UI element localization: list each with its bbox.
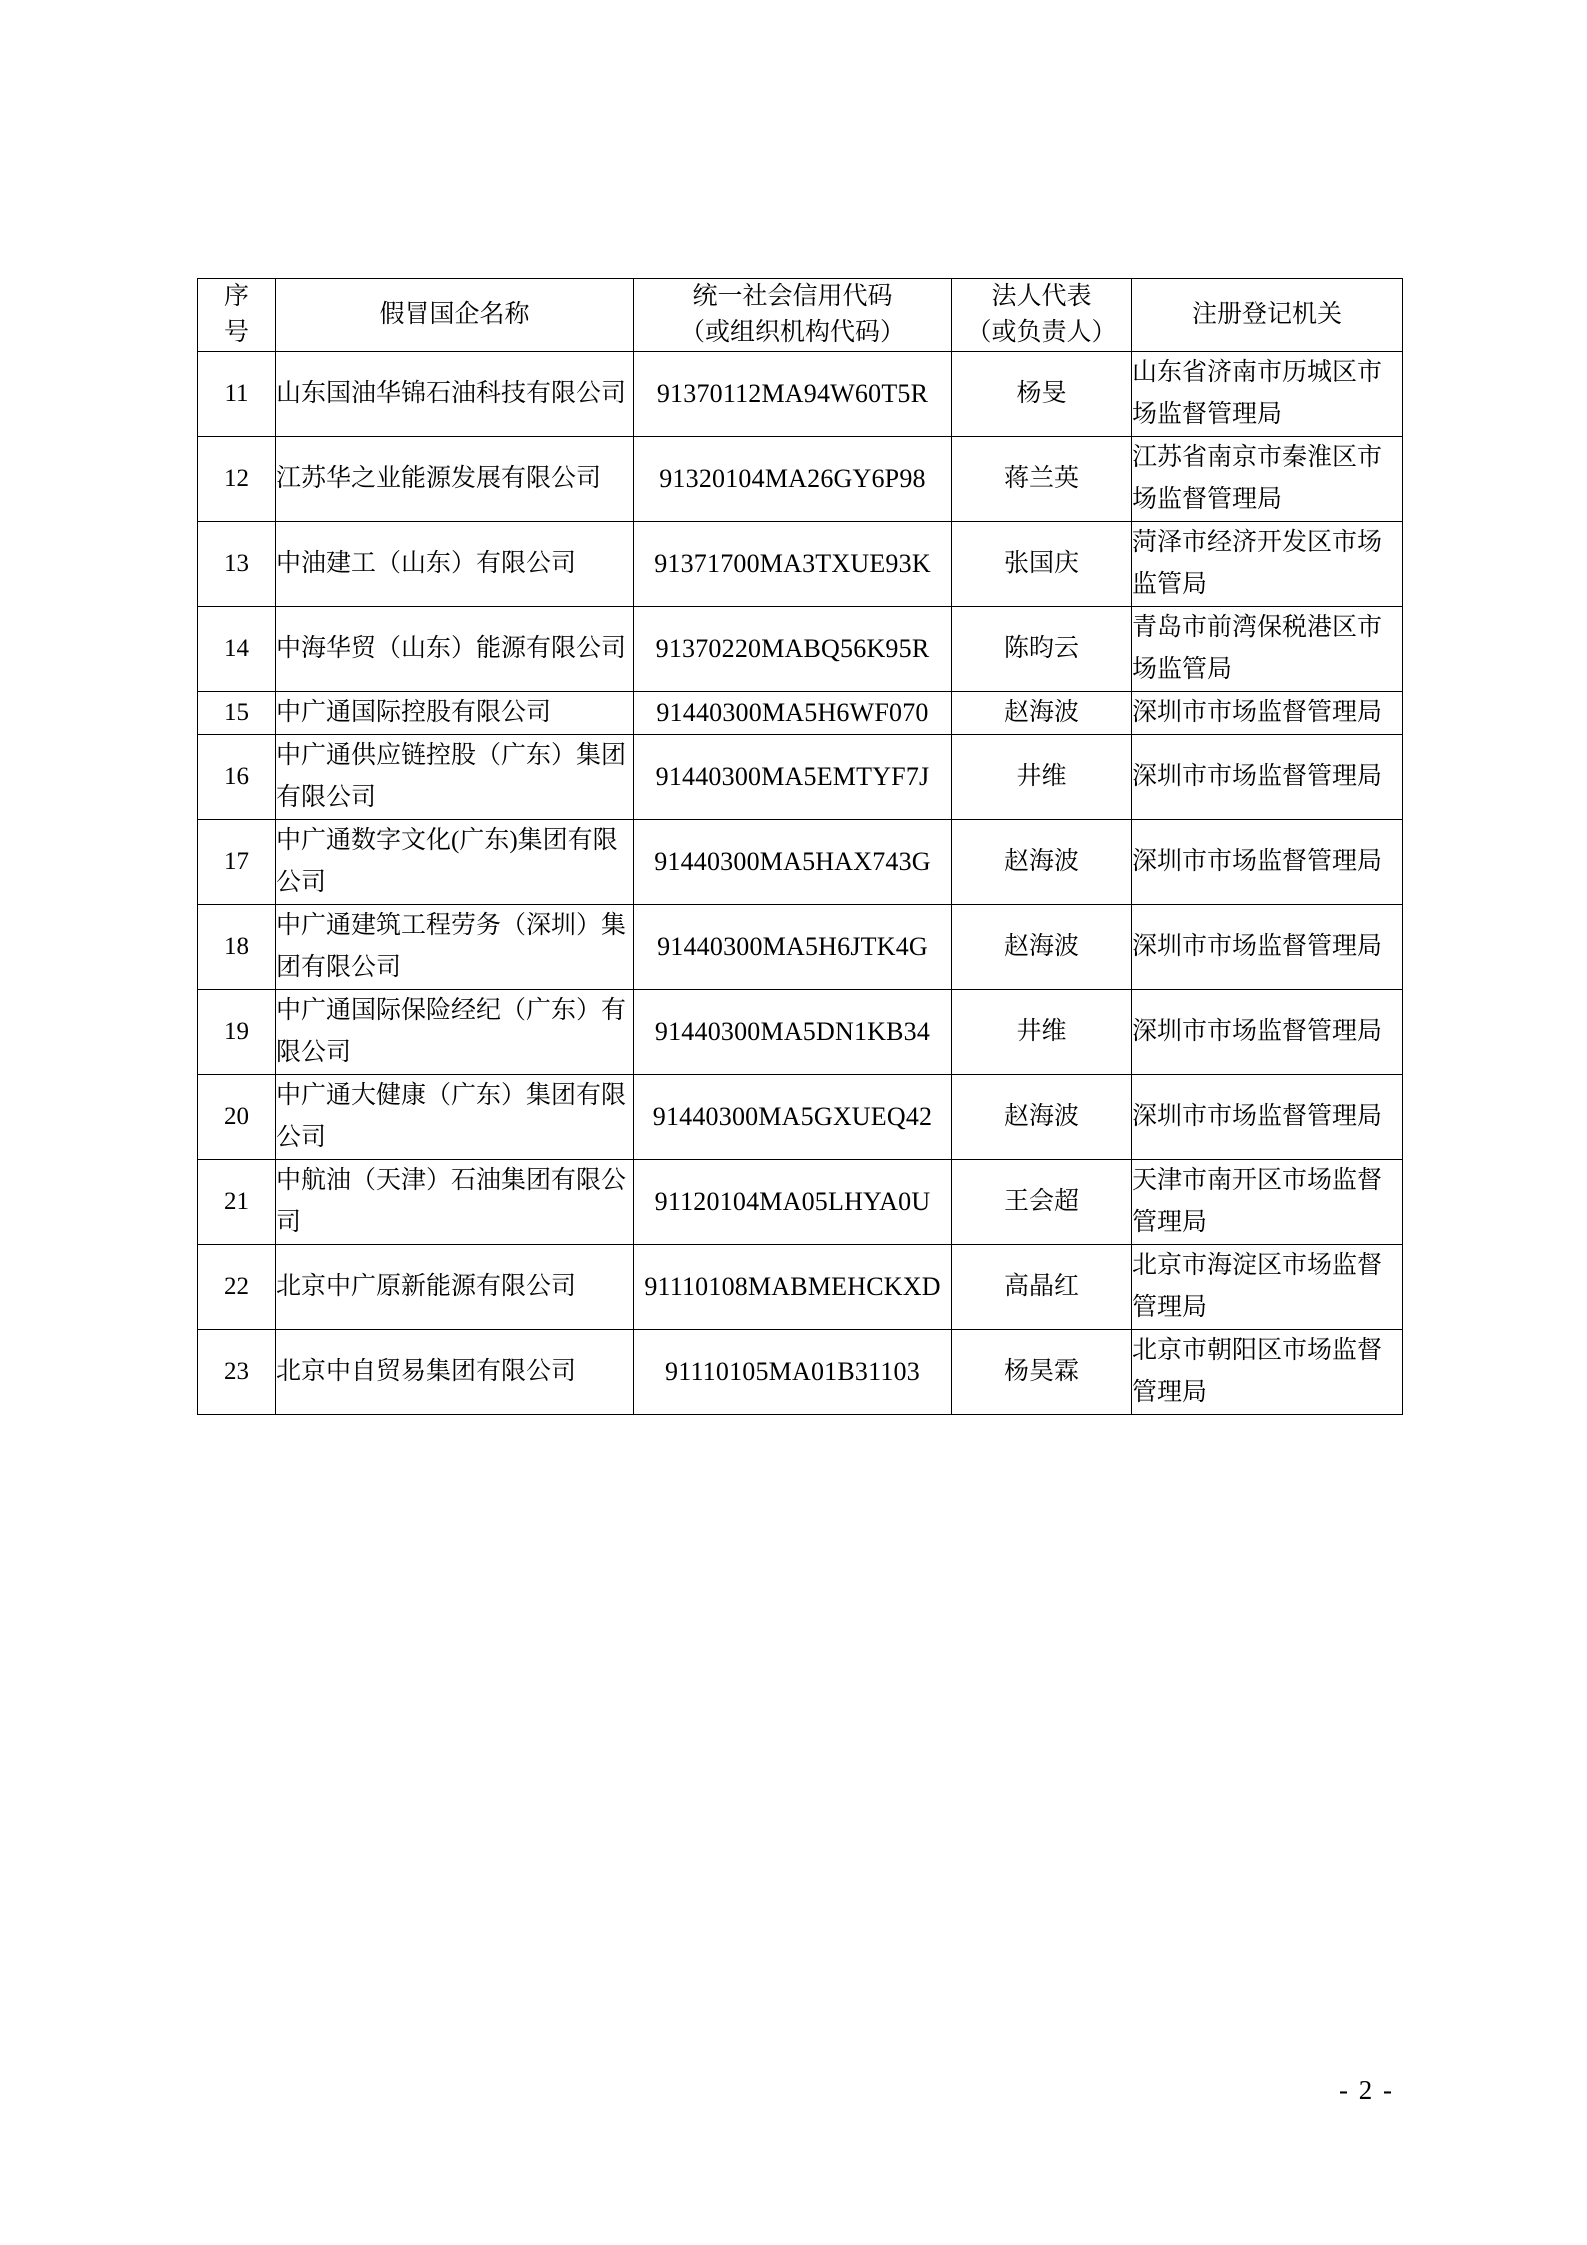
row-registration-authority: 深圳市市场监督管理局 (1132, 692, 1403, 735)
row-company-name: 中广通国际控股有限公司 (276, 692, 634, 735)
table-row (198, 1245, 1403, 1330)
row-credit-code: 91120104MA05LHYA0U (634, 1160, 952, 1245)
row-index: 12 (198, 437, 276, 522)
table-row (198, 990, 1403, 1075)
page-number: - 2 - (1339, 2075, 1394, 2105)
table-row (198, 905, 1403, 990)
table-header-row (198, 279, 1403, 352)
row-legal-representative: 王会超 (952, 1160, 1132, 1245)
row-registration-authority: 深圳市市场监督管理局 (1132, 1075, 1403, 1160)
column-header-representative-line1: 法人代表 (991, 283, 1092, 310)
row-company-name: 中海华贸（山东）能源有限公司 (276, 607, 634, 692)
row-credit-code: 91440300MA5EMTYF7J (634, 735, 952, 820)
row-company-name: 中广通建筑工程劳务（深圳）集团有限公司 (276, 905, 634, 990)
column-header-code (634, 279, 952, 352)
row-registration-authority: 江苏省南京市秦淮区市场监督管理局 (1132, 437, 1403, 522)
column-header-index-line2: 号 (223, 319, 249, 346)
row-index: 20 (198, 1075, 276, 1160)
row-company-name: 北京中自贸易集团有限公司 (276, 1330, 634, 1415)
row-registration-authority: 山东省济南市历城区市场监督管理局 (1132, 352, 1403, 437)
column-header-authority (1132, 279, 1403, 352)
table-row (198, 437, 1403, 522)
row-registration-authority: 深圳市市场监督管理局 (1132, 820, 1403, 905)
column-header-name-line1: 假冒国企名称 (379, 301, 530, 328)
table-row (198, 1160, 1403, 1245)
row-legal-representative: 井维 (952, 735, 1132, 820)
row-legal-representative: 赵海波 (952, 820, 1132, 905)
row-company-name: 北京中广原新能源有限公司 (276, 1245, 634, 1330)
row-registration-authority: 菏泽市经济开发区市场监管局 (1132, 522, 1403, 607)
row-credit-code: 91440300MA5HAX743G (634, 820, 952, 905)
fake-soe-table (197, 278, 1403, 1415)
table-row (198, 820, 1403, 905)
column-header-code-line1: 统一社会信用代码 (692, 283, 893, 310)
row-credit-code: 91440300MA5H6JTK4G (634, 905, 952, 990)
row-credit-code: 91371700MA3TXUE93K (634, 522, 952, 607)
row-legal-representative: 赵海波 (952, 692, 1132, 735)
column-header-code-line2: （或组织机构代码） (679, 319, 905, 346)
row-credit-code: 91370220MABQ56K95R (634, 607, 952, 692)
row-company-name: 中广通数字文化(广东)集团有限公司 (276, 820, 634, 905)
row-company-name: 中油建工（山东）有限公司 (276, 522, 634, 607)
row-company-name: 江苏华之业能源发展有限公司 (276, 437, 634, 522)
row-credit-code: 91370112MA94W60T5R (634, 352, 952, 437)
row-legal-representative: 赵海波 (952, 1075, 1132, 1160)
row-credit-code: 91440300MA5GXUEQ42 (634, 1075, 952, 1160)
row-company-name: 中广通国际保险经纪（广东）有限公司 (276, 990, 634, 1075)
row-index: 14 (198, 607, 276, 692)
row-legal-representative: 高晶红 (952, 1245, 1132, 1330)
row-company-name: 中广通供应链控股（广东）集团有限公司 (276, 735, 634, 820)
table-row (198, 1075, 1403, 1160)
column-header-index-line1: 序 (223, 283, 249, 310)
table-row (198, 1330, 1403, 1415)
row-index: 13 (198, 522, 276, 607)
row-legal-representative: 陈昀云 (952, 607, 1132, 692)
row-company-name: 山东国油华锦石油科技有限公司 (276, 352, 634, 437)
row-legal-representative: 赵海波 (952, 905, 1132, 990)
row-index: 21 (198, 1160, 276, 1245)
row-registration-authority: 深圳市市场监督管理局 (1132, 735, 1403, 820)
row-index: 15 (198, 692, 276, 735)
column-header-representative (952, 279, 1132, 352)
row-registration-authority: 深圳市市场监督管理局 (1132, 905, 1403, 990)
row-registration-authority: 北京市朝阳区市场监督管理局 (1132, 1330, 1403, 1415)
column-header-authority-line1: 注册登记机关 (1191, 301, 1342, 328)
row-credit-code: 91110108MABMEHCKXD (634, 1245, 952, 1330)
row-credit-code: 91440300MA5H6WF070 (634, 692, 952, 735)
row-credit-code: 91110105MA01B31103 (634, 1330, 952, 1415)
table-row (198, 735, 1403, 820)
row-registration-authority: 深圳市市场监督管理局 (1132, 990, 1403, 1075)
row-credit-code: 91440300MA5DN1KB34 (634, 990, 952, 1075)
table-row (198, 607, 1403, 692)
row-legal-representative: 井维 (952, 990, 1132, 1075)
row-index: 11 (198, 352, 276, 437)
row-registration-authority: 北京市海淀区市场监督管理局 (1132, 1245, 1403, 1330)
row-company-name: 中广通大健康（广东）集团有限公司 (276, 1075, 634, 1160)
column-header-representative-line2: （或负责人） (966, 319, 1117, 346)
row-index: 16 (198, 735, 276, 820)
table-row (198, 692, 1403, 735)
row-index: 23 (198, 1330, 276, 1415)
row-legal-representative: 张国庆 (952, 522, 1132, 607)
row-index: 22 (198, 1245, 276, 1330)
row-credit-code: 91320104MA26GY6P98 (634, 437, 952, 522)
row-company-name: 中航油（天津）石油集团有限公司 (276, 1160, 634, 1245)
row-index: 18 (198, 905, 276, 990)
row-index: 19 (198, 990, 276, 1075)
row-legal-representative: 蒋兰英 (952, 437, 1132, 522)
column-header-name (276, 279, 634, 352)
table-row (198, 352, 1403, 437)
row-index: 17 (198, 820, 276, 905)
table-row (198, 522, 1403, 607)
column-header-index (198, 279, 276, 352)
row-registration-authority: 天津市南开区市场监督管理局 (1132, 1160, 1403, 1245)
row-legal-representative: 杨昊霖 (952, 1330, 1132, 1415)
row-legal-representative: 杨旻 (952, 352, 1132, 437)
row-registration-authority: 青岛市前湾保税港区市场监管局 (1132, 607, 1403, 692)
